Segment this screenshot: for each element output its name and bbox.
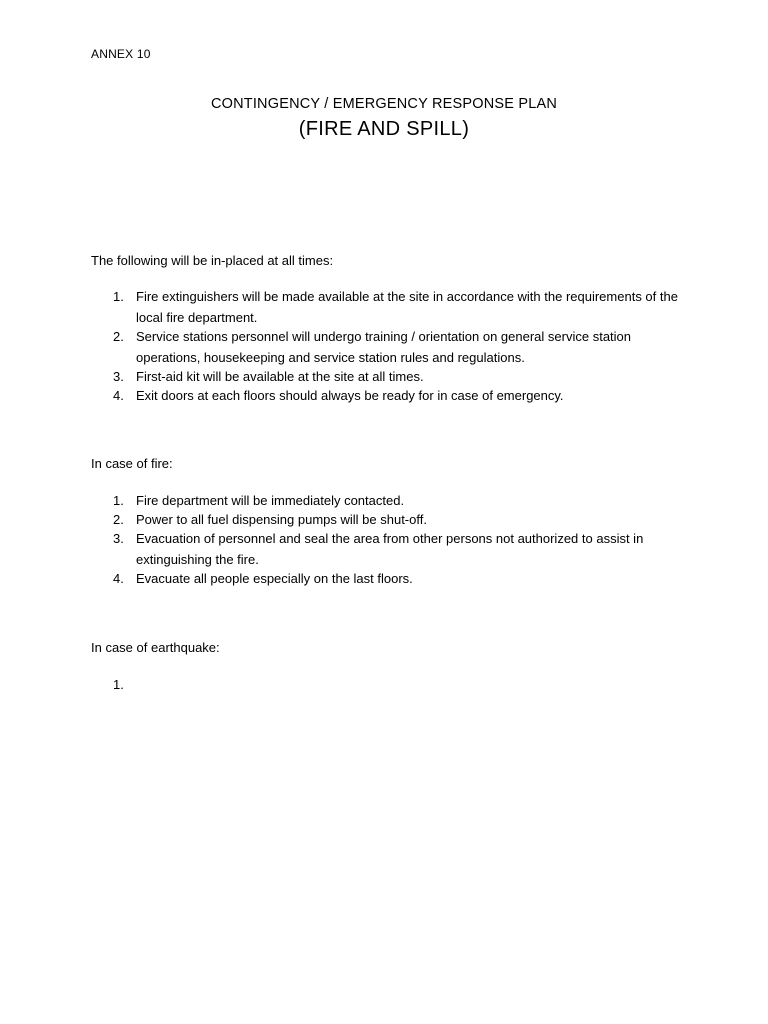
list-item-text: Evacuation of personnel and seal the area from other persons not authorized to assist in extinguishing the fire. (136, 531, 644, 567)
list-item-number: 2. (113, 512, 124, 527)
list-item-number: 4. (113, 571, 124, 586)
list-item (91, 509, 691, 530)
list-item-text: Service stations personnel will undergo training / orientation on general service station operations, housekeeping and service station rules and regulations. (136, 329, 632, 365)
document-subtitle: (FIRE AND SPILL) (298, 118, 470, 140)
section-heading-always: The following will be in-placed at all times: (91, 253, 334, 268)
list-item (91, 366, 691, 387)
list-item-text: Exit doors at each floors should always be ready for in case of emergency. (136, 388, 564, 403)
list-item (91, 528, 691, 570)
section-heading-fire: In case of fire: (91, 456, 173, 471)
list-item (91, 490, 691, 511)
section-heading-earthquake: In case of earthquake: (91, 640, 220, 655)
list-item-text: First-aid kit will be available at the site at all times. (136, 369, 424, 384)
list-fire (91, 490, 691, 587)
list-item-text: Fire extinguishers will be made available at the site in accordance with the requirements of the local fire department. (136, 289, 678, 325)
list-item-number: 2. (113, 329, 124, 344)
list-item (91, 568, 691, 589)
annex-label: ANNEX 10 (91, 47, 151, 61)
list-item-number: 1. (113, 289, 124, 304)
list-item-number: 1. (113, 493, 124, 508)
list-item-number: 3. (113, 531, 124, 546)
list-item-number: 1. (113, 677, 124, 692)
list-item-number: 3. (113, 369, 124, 384)
document-title: CONTINGENCY / EMERGENCY RESPONSE PLAN (210, 96, 558, 112)
list-item (91, 286, 691, 328)
list-item-number: 4. (113, 388, 124, 403)
list-item-text: Evacuate all people especially on the last floors. (136, 571, 413, 586)
list-item-text: Power to all fuel dispensing pumps will be shut-off. (136, 512, 427, 527)
list-item (91, 326, 691, 368)
list-always (91, 286, 691, 404)
list-item-text: Fire department will be immediately contacted. (136, 493, 405, 508)
list-item (91, 385, 691, 406)
